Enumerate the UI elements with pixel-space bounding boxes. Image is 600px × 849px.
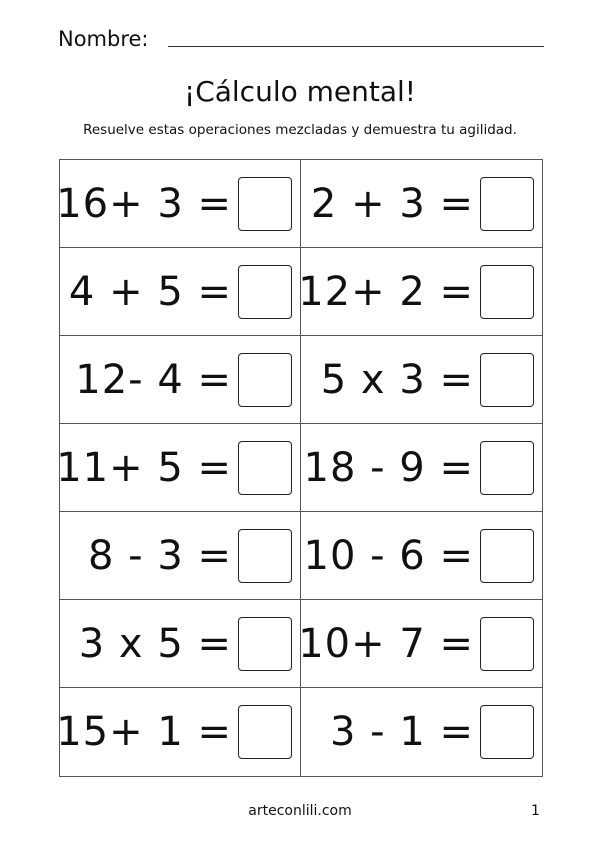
name-write-line[interactable] (168, 46, 544, 47)
exercise-expression: 3 x 5 = (78, 620, 232, 667)
exercise-expression: 4 + 5 = (68, 268, 232, 315)
answer-box[interactable] (238, 705, 292, 759)
exercise-cell (301, 512, 542, 600)
exercise-cell (298, 248, 542, 336)
exercise-expression: 12+ 2 = (298, 268, 474, 315)
exercise-cell (56, 424, 301, 512)
exercise-cell (298, 600, 542, 688)
exercise-cell (60, 600, 301, 688)
exercise-cell (301, 336, 542, 424)
exercise-expression: 18 - 9 = (303, 444, 474, 491)
footer-website: arteconlili.com (248, 803, 352, 819)
answer-box[interactable] (480, 177, 534, 231)
exercise-expression: 12- 4 = (75, 356, 232, 403)
answer-box[interactable] (480, 265, 534, 319)
exercise-cell (56, 160, 301, 248)
exercise-expression: 15+ 1 = (56, 709, 232, 755)
answer-box[interactable] (480, 617, 534, 671)
exercise-cell (301, 424, 542, 512)
exercise-expression: 11+ 5 = (56, 444, 232, 491)
page-title: ¡Cálculo mental! (183, 75, 417, 108)
exercise-cell (56, 688, 301, 776)
answer-box[interactable] (238, 529, 292, 583)
exercise-cell (60, 512, 301, 600)
exercise-expression: 5 x 3 = (320, 356, 474, 403)
answer-box[interactable] (480, 705, 534, 759)
exercise-cell (301, 160, 542, 248)
answer-box[interactable] (480, 441, 534, 495)
page-number: 1 (531, 803, 540, 819)
exercise-expression: 10+ 7 = (298, 620, 474, 667)
answer-box[interactable] (238, 441, 292, 495)
answer-box[interactable] (238, 617, 292, 671)
answer-box[interactable] (238, 353, 292, 407)
exercise-grid (56, 159, 543, 777)
exercise-cell (60, 336, 301, 424)
exercise-expression: 3 - 1 = (330, 709, 474, 755)
answer-box[interactable] (480, 529, 534, 583)
exercise-expression: 16+ 3 = (56, 180, 232, 227)
name-label: Nombre: (58, 27, 149, 51)
instructions: Resuelve estas operaciones mezcladas y demuestra tu agilidad. (83, 122, 517, 138)
exercise-expression: 8 - 3 = (88, 532, 232, 579)
exercise-expression: 10 - 6 = (303, 532, 474, 579)
answer-box[interactable] (238, 177, 292, 231)
answer-box[interactable] (480, 353, 534, 407)
name-row (58, 24, 544, 54)
exercise-cell (301, 688, 542, 776)
answer-box[interactable] (238, 265, 292, 319)
exercise-expression: 2 + 3 = (310, 180, 474, 227)
exercise-cell (60, 248, 301, 336)
